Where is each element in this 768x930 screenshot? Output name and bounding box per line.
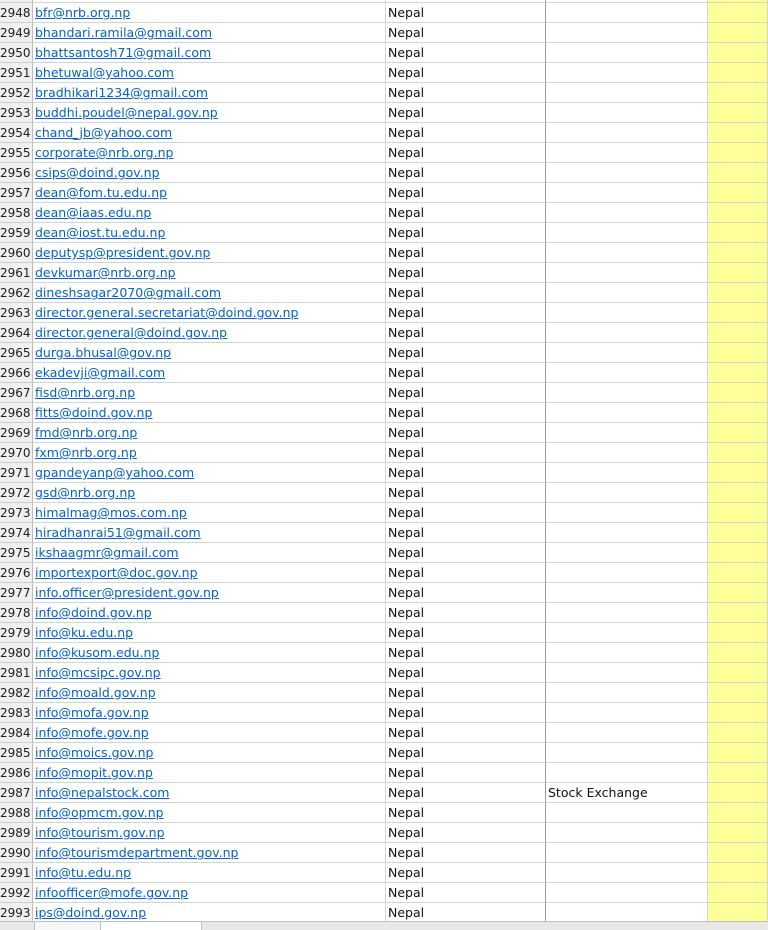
row-number[interactable]: 2979 bbox=[0, 623, 33, 643]
table-row bbox=[0, 163, 768, 183]
highlighted-cell[interactable] bbox=[708, 243, 768, 263]
country-cell[interactable]: Nepal bbox=[386, 363, 546, 383]
email-link-cell[interactable]: deputysp@president.gov.np bbox=[33, 243, 386, 263]
table-row bbox=[0, 503, 768, 523]
email-link-cell[interactable]: himalmag@mos.com.np bbox=[33, 503, 386, 523]
email-link-cell[interactable]: director.general@doind.gov.np bbox=[33, 323, 386, 343]
table-row bbox=[0, 803, 768, 823]
row-number[interactable]: 2949 bbox=[0, 23, 33, 43]
table-row bbox=[0, 383, 768, 403]
highlighted-cell[interactable] bbox=[708, 783, 768, 803]
email-link-cell[interactable]: gpandeyanp@yahoo.com bbox=[33, 463, 386, 483]
country-cell[interactable]: Nepal bbox=[386, 23, 546, 43]
row-number[interactable]: 2969 bbox=[0, 423, 33, 443]
country-cell[interactable]: Nepal bbox=[386, 3, 546, 23]
email-link-cell[interactable]: durga.bhusal@gov.np bbox=[33, 343, 386, 363]
note-cell[interactable] bbox=[546, 403, 708, 423]
table-row bbox=[0, 223, 768, 243]
note-cell[interactable] bbox=[546, 703, 708, 723]
row-number[interactable]: 2977 bbox=[0, 583, 33, 603]
note-cell[interactable] bbox=[546, 483, 708, 503]
email-link-cell[interactable]: gsd@nrb.org.np bbox=[33, 483, 386, 503]
highlighted-cell[interactable] bbox=[708, 683, 768, 703]
country-cell[interactable]: Nepal bbox=[386, 223, 546, 243]
row-number[interactable]: 2984 bbox=[0, 723, 33, 743]
email-link-cell[interactable]: infoofficer@mofe.gov.np bbox=[33, 883, 386, 903]
note-cell[interactable] bbox=[546, 823, 708, 843]
note-cell[interactable] bbox=[546, 243, 708, 263]
table-row bbox=[0, 643, 768, 663]
highlighted-cell[interactable] bbox=[708, 163, 768, 183]
country-cell[interactable]: Nepal bbox=[386, 483, 546, 503]
country-cell[interactable]: Nepal bbox=[386, 383, 546, 403]
email-link-cell[interactable]: bhetuwal@yahoo.com bbox=[33, 63, 386, 83]
country-cell[interactable]: Nepal bbox=[386, 703, 546, 723]
highlighted-cell[interactable] bbox=[708, 583, 768, 603]
highlighted-cell[interactable] bbox=[708, 363, 768, 383]
note-cell[interactable] bbox=[546, 383, 708, 403]
email-link-cell[interactable]: hiradhanrai51@gmail.com bbox=[33, 523, 386, 543]
note-cell[interactable] bbox=[546, 623, 708, 643]
email-link-cell[interactable]: ips@doind.gov.np bbox=[33, 903, 386, 923]
table-row bbox=[0, 83, 768, 103]
note-cell[interactable] bbox=[546, 23, 708, 43]
note-cell[interactable] bbox=[546, 763, 708, 783]
yellow-cell-partial[interactable] bbox=[708, 0, 768, 3]
note-cell[interactable] bbox=[546, 443, 708, 463]
country-cell[interactable]: Nepal bbox=[386, 763, 546, 783]
row-number[interactable]: 2976 bbox=[0, 563, 33, 583]
email-link-cell[interactable]: corporate@nrb.org.np bbox=[33, 143, 386, 163]
country-cell[interactable]: Nepal bbox=[386, 263, 546, 283]
note-cell[interactable] bbox=[546, 563, 708, 583]
row-number[interactable]: 2971 bbox=[0, 463, 33, 483]
table-row bbox=[0, 543, 768, 563]
row-number[interactable]: 2960 bbox=[0, 243, 33, 263]
highlighted-cell[interactable] bbox=[708, 543, 768, 563]
note-cell[interactable] bbox=[546, 743, 708, 763]
country-cell[interactable]: Nepal bbox=[386, 243, 546, 263]
email-link-cell[interactable]: info@tourism.gov.np bbox=[33, 823, 386, 843]
country-cell[interactable]: Nepal bbox=[386, 583, 546, 603]
country-cell[interactable]: Nepal bbox=[386, 403, 546, 423]
table-row bbox=[0, 523, 768, 543]
email-link-cell[interactable]: info@mcsipc.gov.np bbox=[33, 663, 386, 683]
note-cell[interactable] bbox=[546, 283, 708, 303]
row-number[interactable]: 2988 bbox=[0, 803, 33, 823]
row-number[interactable]: 2986 bbox=[0, 763, 33, 783]
table-row bbox=[0, 883, 768, 903]
table-row bbox=[0, 63, 768, 83]
highlighted-cell[interactable] bbox=[708, 443, 768, 463]
table-row bbox=[0, 603, 768, 623]
row-number[interactable]: 2985 bbox=[0, 743, 33, 763]
row-number[interactable]: 2965 bbox=[0, 343, 33, 363]
highlighted-cell[interactable] bbox=[708, 803, 768, 823]
note-cell[interactable] bbox=[546, 463, 708, 483]
note-cell[interactable] bbox=[546, 103, 708, 123]
row-number[interactable]: 2993 bbox=[0, 903, 33, 923]
note-cell[interactable] bbox=[546, 83, 708, 103]
highlighted-cell[interactable] bbox=[708, 323, 768, 343]
highlighted-cell[interactable] bbox=[708, 123, 768, 143]
country-cell[interactable]: Nepal bbox=[386, 683, 546, 703]
table-row bbox=[0, 783, 768, 803]
email-link-cell[interactable]: buddhi.poudel@nepal.gov.np bbox=[33, 103, 386, 123]
row-number[interactable]: 2991 bbox=[0, 863, 33, 883]
country-cell[interactable]: Nepal bbox=[386, 883, 546, 903]
table-row bbox=[0, 463, 768, 483]
country-cell[interactable]: Nepal bbox=[386, 323, 546, 343]
email-link-cell[interactable]: info@opmcm.gov.np bbox=[33, 803, 386, 823]
country-cell[interactable]: Nepal bbox=[386, 283, 546, 303]
row-number[interactable]: 2956 bbox=[0, 163, 33, 183]
country-cell[interactable]: Nepal bbox=[386, 783, 546, 803]
row-number[interactable]: 2973 bbox=[0, 503, 33, 523]
country-cell[interactable]: Nepal bbox=[386, 123, 546, 143]
note-cell[interactable] bbox=[546, 723, 708, 743]
email-link-cell[interactable]: fisd@nrb.org.np bbox=[33, 383, 386, 403]
row-number[interactable]: 2981 bbox=[0, 663, 33, 683]
note-cell[interactable] bbox=[546, 63, 708, 83]
country-cell[interactable]: Nepal bbox=[386, 543, 546, 563]
table-row bbox=[0, 443, 768, 463]
highlighted-cell[interactable] bbox=[708, 643, 768, 663]
highlighted-cell[interactable] bbox=[708, 703, 768, 723]
highlighted-cell[interactable] bbox=[708, 743, 768, 763]
email-link-cell[interactable]: info@moics.gov.np bbox=[33, 743, 386, 763]
email-link-cell[interactable]: chand_jb@yahoo.com bbox=[33, 123, 386, 143]
table-row bbox=[0, 283, 768, 303]
table-row bbox=[0, 183, 768, 203]
highlighted-cell[interactable] bbox=[708, 863, 768, 883]
row-number[interactable]: 2992 bbox=[0, 883, 33, 903]
table-row bbox=[0, 423, 768, 443]
note-cell[interactable] bbox=[546, 223, 708, 243]
row-number[interactable]: 2950 bbox=[0, 43, 33, 63]
table-row bbox=[0, 823, 768, 843]
highlighted-cell[interactable] bbox=[708, 423, 768, 443]
note-cell[interactable] bbox=[546, 323, 708, 343]
note-cell[interactable] bbox=[546, 843, 708, 863]
email-link-cell[interactable]: info@mopit.gov.np bbox=[33, 763, 386, 783]
country-cell[interactable]: Nepal bbox=[386, 863, 546, 883]
row-number[interactable]: 2972 bbox=[0, 483, 33, 503]
country-cell[interactable]: Nepal bbox=[386, 563, 546, 583]
note-cell[interactable] bbox=[546, 503, 708, 523]
highlighted-cell[interactable] bbox=[708, 503, 768, 523]
row-number[interactable]: 2954 bbox=[0, 123, 33, 143]
email-link-cell[interactable]: fxm@nrb.org.np bbox=[33, 443, 386, 463]
note-cell[interactable] bbox=[546, 583, 708, 603]
note-cell[interactable] bbox=[546, 603, 708, 623]
email-link-cell[interactable]: bradhikari1234@gmail.com bbox=[33, 83, 386, 103]
email-link-cell[interactable]: info@moald.gov.np bbox=[33, 683, 386, 703]
country-cell[interactable]: Nepal bbox=[386, 803, 546, 823]
note-cell[interactable] bbox=[546, 803, 708, 823]
email-link-cell[interactable]: info@doind.gov.np bbox=[33, 603, 386, 623]
email-link-cell[interactable]: info@mofa.gov.np bbox=[33, 703, 386, 723]
note-cell[interactable] bbox=[546, 43, 708, 63]
note-cell[interactable] bbox=[546, 903, 708, 923]
email-cell-partial[interactable] bbox=[33, 0, 386, 3]
email-link-cell[interactable]: ekadevji@gmail.com bbox=[33, 363, 386, 383]
country-cell[interactable]: Nepal bbox=[386, 623, 546, 643]
table-row bbox=[0, 263, 768, 283]
country-cell-partial[interactable] bbox=[386, 0, 546, 3]
note-cell[interactable] bbox=[546, 343, 708, 363]
country-cell[interactable]: Nepal bbox=[386, 203, 546, 223]
highlighted-cell[interactable] bbox=[708, 283, 768, 303]
highlighted-cell[interactable] bbox=[708, 343, 768, 363]
table-row bbox=[0, 343, 768, 363]
table-row bbox=[0, 303, 768, 323]
table-row bbox=[0, 723, 768, 743]
country-cell[interactable]: Nepal bbox=[386, 343, 546, 363]
row-number[interactable]: 2989 bbox=[0, 823, 33, 843]
email-link-cell[interactable]: director.general.secretariat@doind.gov.np bbox=[33, 303, 386, 323]
row-number[interactable]: 2958 bbox=[0, 203, 33, 223]
note-cell[interactable] bbox=[546, 663, 708, 683]
table-row bbox=[0, 863, 768, 883]
row-number[interactable]: 2982 bbox=[0, 683, 33, 703]
row-number[interactable]: 2959 bbox=[0, 223, 33, 243]
row-number[interactable]: 2964 bbox=[0, 323, 33, 343]
country-cell[interactable]: Nepal bbox=[386, 83, 546, 103]
note-cell[interactable] bbox=[546, 143, 708, 163]
country-cell[interactable]: Nepal bbox=[386, 423, 546, 443]
highlighted-cell[interactable] bbox=[708, 223, 768, 243]
email-link-cell[interactable]: bhandari.ramila@gmail.com bbox=[33, 23, 386, 43]
row-number[interactable]: 2980 bbox=[0, 643, 33, 663]
row-number[interactable]: 2963 bbox=[0, 303, 33, 323]
row-number[interactable]: 2970 bbox=[0, 443, 33, 463]
table-row bbox=[0, 143, 768, 163]
note-cell[interactable] bbox=[546, 123, 708, 143]
highlighted-cell[interactable] bbox=[708, 823, 768, 843]
highlighted-cell[interactable] bbox=[708, 83, 768, 103]
highlighted-cell[interactable] bbox=[708, 763, 768, 783]
row-number[interactable]: 2968 bbox=[0, 403, 33, 423]
highlighted-cell[interactable] bbox=[708, 103, 768, 123]
highlighted-cell[interactable] bbox=[708, 383, 768, 403]
table-row bbox=[0, 3, 768, 23]
email-link-cell[interactable]: dean@fom.tu.edu.np bbox=[33, 183, 386, 203]
row-number[interactable]: 2987 bbox=[0, 783, 33, 803]
country-cell[interactable]: Nepal bbox=[386, 843, 546, 863]
email-link-cell[interactable]: ikshaagmr@gmail.com bbox=[33, 543, 386, 563]
highlighted-cell[interactable] bbox=[708, 663, 768, 683]
highlighted-cell[interactable] bbox=[708, 183, 768, 203]
note-cell[interactable] bbox=[546, 3, 708, 23]
table-row bbox=[0, 403, 768, 423]
email-link-cell[interactable]: info@tu.edu.np bbox=[33, 863, 386, 883]
table-row bbox=[0, 743, 768, 763]
table-row bbox=[0, 563, 768, 583]
highlighted-cell[interactable] bbox=[708, 563, 768, 583]
table-row bbox=[0, 903, 768, 923]
email-link-cell[interactable]: devkumar@nrb.org.np bbox=[33, 263, 386, 283]
email-link-cell[interactable]: info.officer@president.gov.np bbox=[33, 583, 386, 603]
note-cell[interactable] bbox=[546, 303, 708, 323]
table-row bbox=[0, 623, 768, 643]
highlighted-cell[interactable] bbox=[708, 263, 768, 283]
country-cell[interactable]: Nepal bbox=[386, 903, 546, 923]
note-cell[interactable] bbox=[546, 523, 708, 543]
note-cell-partial[interactable] bbox=[546, 0, 708, 3]
country-cell[interactable]: Nepal bbox=[386, 463, 546, 483]
country-cell[interactable]: Nepal bbox=[386, 163, 546, 183]
row-number[interactable]: 2990 bbox=[0, 843, 33, 863]
country-cell[interactable]: Nepal bbox=[386, 183, 546, 203]
table-row bbox=[0, 243, 768, 263]
table-row bbox=[0, 763, 768, 783]
table-row bbox=[0, 363, 768, 383]
highlighted-cell[interactable] bbox=[708, 723, 768, 743]
email-link-cell[interactable]: info@tourismdepartment.gov.np bbox=[33, 843, 386, 863]
highlighted-cell[interactable] bbox=[708, 3, 768, 23]
country-cell[interactable]: Nepal bbox=[386, 303, 546, 323]
highlighted-cell[interactable] bbox=[708, 523, 768, 543]
email-link-cell[interactable]: dean@iost.tu.edu.np bbox=[33, 223, 386, 243]
table-row bbox=[0, 123, 768, 143]
country-cell[interactable]: Nepal bbox=[386, 663, 546, 683]
table-row bbox=[0, 203, 768, 223]
table-row bbox=[0, 583, 768, 603]
country-cell[interactable]: Nepal bbox=[386, 43, 546, 63]
country-cell[interactable]: Nepal bbox=[386, 503, 546, 523]
country-cell[interactable]: Nepal bbox=[386, 63, 546, 83]
row-number[interactable]: 2966 bbox=[0, 363, 33, 383]
email-link-cell[interactable]: dineshsagar2070@gmail.com bbox=[33, 283, 386, 303]
highlighted-cell[interactable] bbox=[708, 23, 768, 43]
highlighted-cell[interactable] bbox=[708, 203, 768, 223]
row-number[interactable]: 2978 bbox=[0, 603, 33, 623]
highlighted-cell[interactable] bbox=[708, 623, 768, 643]
email-link-cell[interactable]: info@kusom.edu.np bbox=[33, 643, 386, 663]
row-number[interactable]: 2975 bbox=[0, 543, 33, 563]
table-row bbox=[0, 23, 768, 43]
row-number[interactable]: 2957 bbox=[0, 183, 33, 203]
table-row bbox=[0, 483, 768, 503]
table-row bbox=[0, 703, 768, 723]
email-link-cell[interactable]: fitts@doind.gov.np bbox=[33, 403, 386, 423]
note-cell[interactable] bbox=[546, 423, 708, 443]
row-number[interactable]: 2961 bbox=[0, 263, 33, 283]
country-cell[interactable]: Nepal bbox=[386, 603, 546, 623]
country-cell[interactable]: Nepal bbox=[386, 443, 546, 463]
note-cell[interactable] bbox=[546, 863, 708, 883]
highlighted-cell[interactable] bbox=[708, 483, 768, 503]
country-cell[interactable]: Nepal bbox=[386, 103, 546, 123]
note-cell[interactable] bbox=[546, 183, 708, 203]
table-row bbox=[0, 663, 768, 683]
email-link-cell[interactable]: bhattsantosh71@gmail.com bbox=[33, 43, 386, 63]
highlighted-cell[interactable] bbox=[708, 303, 768, 323]
note-cell[interactable]: Stock Exchange bbox=[546, 783, 708, 803]
note-cell[interactable] bbox=[546, 203, 708, 223]
email-link-cell[interactable]: info@ku.edu.np bbox=[33, 623, 386, 643]
table-row bbox=[0, 103, 768, 123]
email-link-cell[interactable]: info@nepalstock.com bbox=[33, 783, 386, 803]
highlighted-cell[interactable] bbox=[708, 463, 768, 483]
row-number[interactable]: 2955 bbox=[0, 143, 33, 163]
note-cell[interactable] bbox=[546, 683, 708, 703]
highlighted-cell[interactable] bbox=[708, 883, 768, 903]
email-link-cell[interactable]: fmd@nrb.org.np bbox=[33, 423, 386, 443]
note-cell[interactable] bbox=[546, 163, 708, 183]
table-row bbox=[0, 323, 768, 343]
country-cell[interactable]: Nepal bbox=[386, 643, 546, 663]
country-cell[interactable]: Nepal bbox=[386, 143, 546, 163]
email-link-cell[interactable]: csips@doind.gov.np bbox=[33, 163, 386, 183]
email-link-cell[interactable]: importexport@doc.gov.np bbox=[33, 563, 386, 583]
country-cell[interactable]: Nepal bbox=[386, 823, 546, 843]
highlighted-cell[interactable] bbox=[708, 903, 768, 923]
table-row bbox=[0, 43, 768, 63]
highlighted-cell[interactable] bbox=[708, 603, 768, 623]
note-cell[interactable] bbox=[546, 263, 708, 283]
table-row bbox=[0, 683, 768, 703]
row-number[interactable]: 2962 bbox=[0, 283, 33, 303]
note-cell[interactable] bbox=[546, 363, 708, 383]
table-row bbox=[0, 843, 768, 863]
note-cell[interactable] bbox=[546, 883, 708, 903]
highlighted-cell[interactable] bbox=[708, 43, 768, 63]
note-cell[interactable] bbox=[546, 543, 708, 563]
note-cell[interactable] bbox=[546, 643, 708, 663]
row-number[interactable]: 2951 bbox=[0, 63, 33, 83]
row-number[interactable]: 2952 bbox=[0, 83, 33, 103]
highlighted-cell[interactable] bbox=[708, 403, 768, 423]
highlighted-cell[interactable] bbox=[708, 143, 768, 163]
rownum-cell-partial[interactable] bbox=[0, 0, 33, 3]
table-row-partial bbox=[0, 0, 768, 3]
country-cell[interactable]: Nepal bbox=[386, 743, 546, 763]
row-number[interactable]: 2948 bbox=[0, 3, 33, 23]
row-number[interactable]: 2967 bbox=[0, 383, 33, 403]
row-number[interactable]: 2983 bbox=[0, 703, 33, 723]
country-cell[interactable]: Nepal bbox=[386, 723, 546, 743]
highlighted-cell[interactable] bbox=[708, 63, 768, 83]
highlighted-cell[interactable] bbox=[708, 843, 768, 863]
row-number[interactable]: 2974 bbox=[0, 523, 33, 543]
email-link-cell[interactable]: info@mofe.gov.np bbox=[33, 723, 386, 743]
email-link-cell[interactable]: dean@iaas.edu.np bbox=[33, 203, 386, 223]
row-number[interactable]: 2953 bbox=[0, 103, 33, 123]
country-cell[interactable]: Nepal bbox=[386, 523, 546, 543]
email-link-cell[interactable]: bfr@nrb.org.np bbox=[33, 3, 386, 23]
